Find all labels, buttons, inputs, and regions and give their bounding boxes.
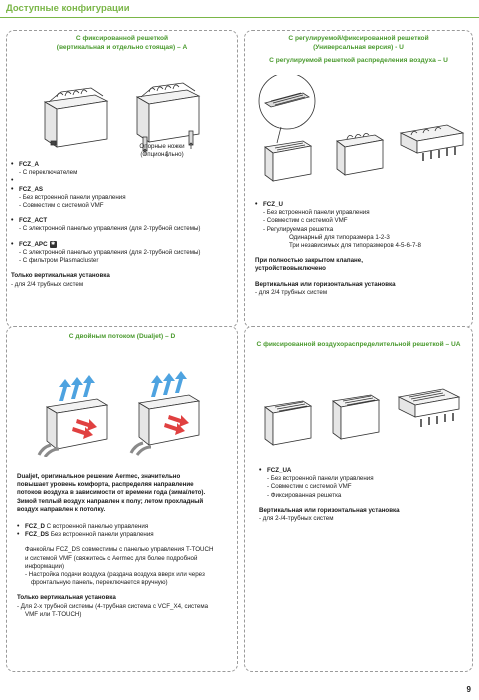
plasmacluster-icon: ✱: [50, 240, 56, 247]
page-title: Доступные конфигурации: [6, 3, 130, 14]
panel-d-intro-4: Зимой теплый воздух направлен к полу; летом прохладный: [17, 497, 204, 505]
unit-d-illustration: [37, 357, 217, 457]
item-fcz-as: • FCZ_AS: [11, 186, 235, 194]
item-fcz-ua: • FCZ_UA: [259, 467, 469, 475]
item-fcz-ds: FCZ_DS: [25, 531, 50, 539]
panel-d-intro-1: Dualjet, оригинальное решение Aermec, значительно: [17, 473, 181, 480]
item-fcz-as-desc2: - Совместим с системой VMF: [19, 202, 104, 210]
panel-d-para-3: информации): [25, 562, 65, 570]
item-fcz-as-desc1: - Без встроенной панели управления: [19, 193, 126, 201]
item-empty: [11, 177, 235, 185]
item-fcz-d: FCZ_D: [25, 523, 45, 530]
item-fcz-ua-desc2: - Совместим с системой VMF: [267, 483, 352, 491]
panel-d-para-5: фронтальную панель, переключается вручную): [31, 579, 168, 587]
panel-d-intro-5: воздух направлен к потолку.: [17, 505, 106, 513]
item-fcz-u: • FCZ_U: [255, 201, 469, 209]
panel-u-bold1: При полностью закрытом клапане,: [255, 257, 363, 265]
panel-d-para-4: - Настройка подачи воздуха (раздача воздуха вверх или через: [25, 571, 205, 579]
unit-u-illustration: [251, 75, 469, 187]
panel-d-title: С двойным потоком (Dualjet) – D: [68, 333, 176, 340]
panel-a-list: [11, 161, 235, 289]
panel-ua-note: - для 2-/4-трубных систем: [259, 515, 334, 523]
item-fcz-u-desc2: - Совместим с системой VMF: [263, 217, 348, 225]
feet-label1: Опорные ножки: [139, 143, 185, 150]
panel-d-note-2: VMF или T-TOUCH): [25, 610, 82, 618]
item-fcz-apc-code: FCZ_APC: [19, 240, 48, 248]
item-fcz-apc-desc1: - С электронной панелью управления (для 2-трубной системы): [19, 248, 201, 256]
item-fcz-ua-desc3: - Фиксированная решетка: [267, 491, 342, 499]
panel-a-note-title: Только вертикальная установка: [11, 272, 110, 280]
item-fcz-ds-desc: Без встроенной панели управления: [50, 531, 154, 539]
panel-d-note-title: Только вертикальная установка: [17, 594, 116, 602]
panel-u-note: - для 2/4 трубных систем: [255, 288, 328, 296]
panel-ua-title: С фиксированной воздухораспределительной решеткой – UA: [256, 341, 461, 348]
panel-d-note-1: - Для 2-х трубной системы (4-трубная система с VCF_X4, система: [17, 602, 209, 610]
unit-ua-illustration: [255, 357, 465, 467]
item-fcz-u-sub2: Три независимых для типоразмеров 4-5-6-7-8: [289, 242, 421, 250]
item-fcz-act-desc: - С электронной панелью управления (для 2-трубной системы): [19, 225, 201, 233]
panel-u: [244, 30, 473, 328]
panel-a-note: - для 2/4 трубных систем: [11, 280, 84, 288]
panel-ua-list: [259, 467, 469, 523]
panel-a: [6, 30, 238, 328]
panel-d-para-1: Фанкойлы FCZ_DS совместимы с панелью управления T-TOUCH: [25, 546, 214, 554]
item-fcz-act: • FCZ_ACT: [11, 217, 235, 225]
panel-d-intro-3: потоков воздуха в зависимости от времени года (зима/лето).: [17, 489, 206, 497]
panel-a-title1: С фиксированной решеткой: [75, 35, 169, 42]
item-fcz-ua-desc1: - Без встроенной панели управления: [267, 475, 374, 483]
item-fcz-a: • FCZ_A: [11, 161, 235, 169]
panel-u-bold2: устройствовыключено: [255, 265, 326, 273]
item-fcz-d-desc: С встроенной панелью управления: [46, 523, 149, 530]
page-number: 9: [466, 685, 471, 694]
item-fcz-a-desc: - С переключателем: [19, 169, 78, 177]
panel-u-note-title: Вертикальная или горизонтальная установка: [255, 280, 396, 288]
panel-u-title2: (Универсальная версия) - U: [313, 44, 404, 51]
panel-u-title1: С регулируемой/фиксированной решеткой: [288, 35, 429, 42]
title-rule: [0, 17, 479, 18]
panel-d-intro-2: повышает уровень комфорта, распределяя направление: [17, 481, 194, 489]
panel-ua: [244, 326, 473, 672]
panel-d-para-2: и системой VMF (свяжитесь с Aermec для более подробной: [25, 554, 198, 562]
feet-label2: (Опционально): [140, 151, 184, 159]
item-fcz-u-sub1: Одинарный для типоразмера 1-2-3: [289, 233, 390, 241]
panel-d-list: [17, 523, 235, 619]
item-fcz-apc: [11, 241, 235, 249]
item-fcz-u-desc1: - Без встроенной панели управления: [263, 209, 370, 217]
panel-u-list: [255, 201, 469, 297]
item-fcz-u-desc3: - Регулируемая решетка: [263, 225, 334, 233]
panel-ua-note-title: Вертикальная или горизонтальная установка: [259, 506, 400, 514]
panel-d: [6, 326, 238, 672]
panel-d-intro: [17, 473, 235, 514]
panel-a-title2: (вертикальная и отдельно стоящая) – A: [56, 44, 188, 51]
item-fcz-apc-desc2: - С фильтром Plasmacluster: [19, 257, 99, 265]
panel-u-title3: С регулируемой решеткой распределения воздуха – U: [269, 57, 448, 64]
